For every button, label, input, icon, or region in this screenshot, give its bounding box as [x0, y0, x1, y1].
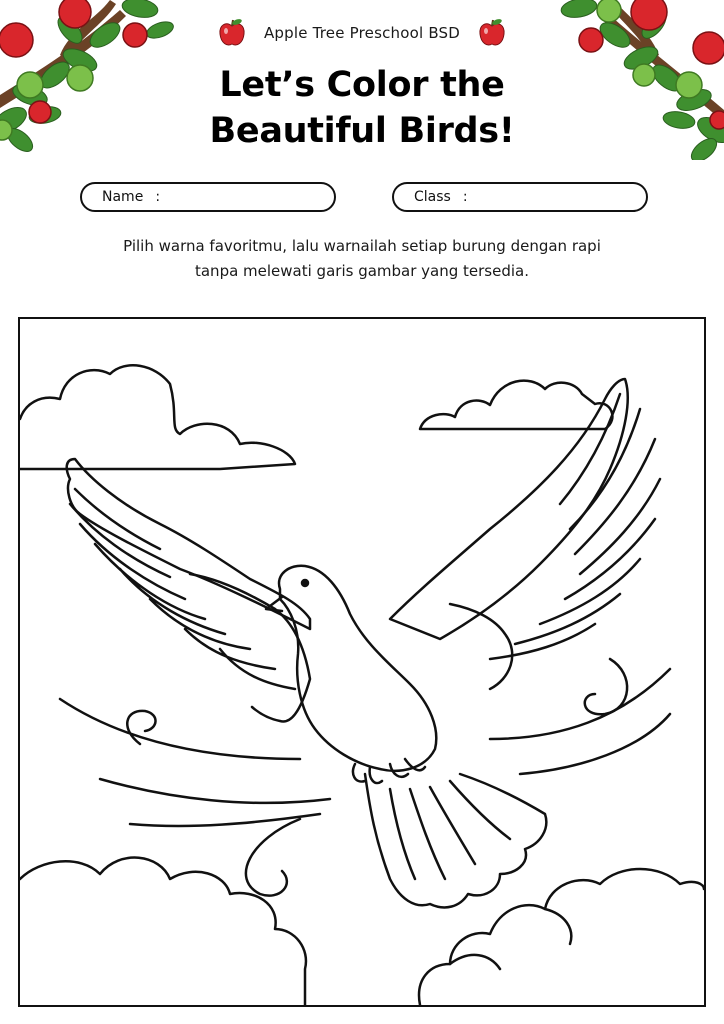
- dove-illustration[interactable]: [20, 319, 704, 1005]
- wind-swirl: [520, 714, 670, 774]
- instructions: [60, 234, 664, 284]
- name-label: Name: [102, 189, 144, 205]
- apple-icon: [218, 18, 246, 48]
- dove-eye: [302, 580, 308, 586]
- class-label: Class: [414, 189, 451, 205]
- school-header: [0, 20, 724, 46]
- cloud-bottom-right: [419, 869, 704, 1005]
- cloud-top-right: [420, 381, 612, 429]
- instructions-line-1: Pilih warna favoritmu, lalu warnailah setiap burung dengan rapi: [123, 237, 601, 255]
- name-field[interactable]: [80, 182, 336, 212]
- wind-swirl: [246, 819, 300, 896]
- cloud-top-left: [20, 365, 295, 469]
- right-wing-inner: [450, 604, 512, 689]
- wind-swirl: [100, 779, 330, 803]
- wind-swirl: [490, 669, 670, 739]
- cloud-bottom-right-inner: [450, 909, 571, 969]
- wind-swirl: [60, 699, 300, 759]
- coloring-area[interactable]: [18, 317, 706, 1007]
- cloud-bottom-left: [20, 858, 306, 1005]
- class-separator: :: [462, 189, 468, 205]
- school-name: Apple Tree Preschool BSD: [263, 24, 461, 42]
- dove-tail-feathers: [390, 781, 510, 879]
- name-separator: :: [155, 189, 161, 205]
- dove-tail: [365, 774, 546, 907]
- wind-swirl: [130, 814, 320, 826]
- class-field[interactable]: [392, 182, 648, 212]
- page-title: [110, 62, 614, 154]
- title-line-1: Let’s Color the: [219, 65, 505, 105]
- left-wing-feathers: [70, 489, 295, 689]
- instructions-line-2: tanpa melewati garis gambar yang tersedia.: [194, 262, 529, 280]
- apple-icon: [478, 18, 506, 48]
- title-line-2: Beautiful Birds!: [209, 111, 515, 151]
